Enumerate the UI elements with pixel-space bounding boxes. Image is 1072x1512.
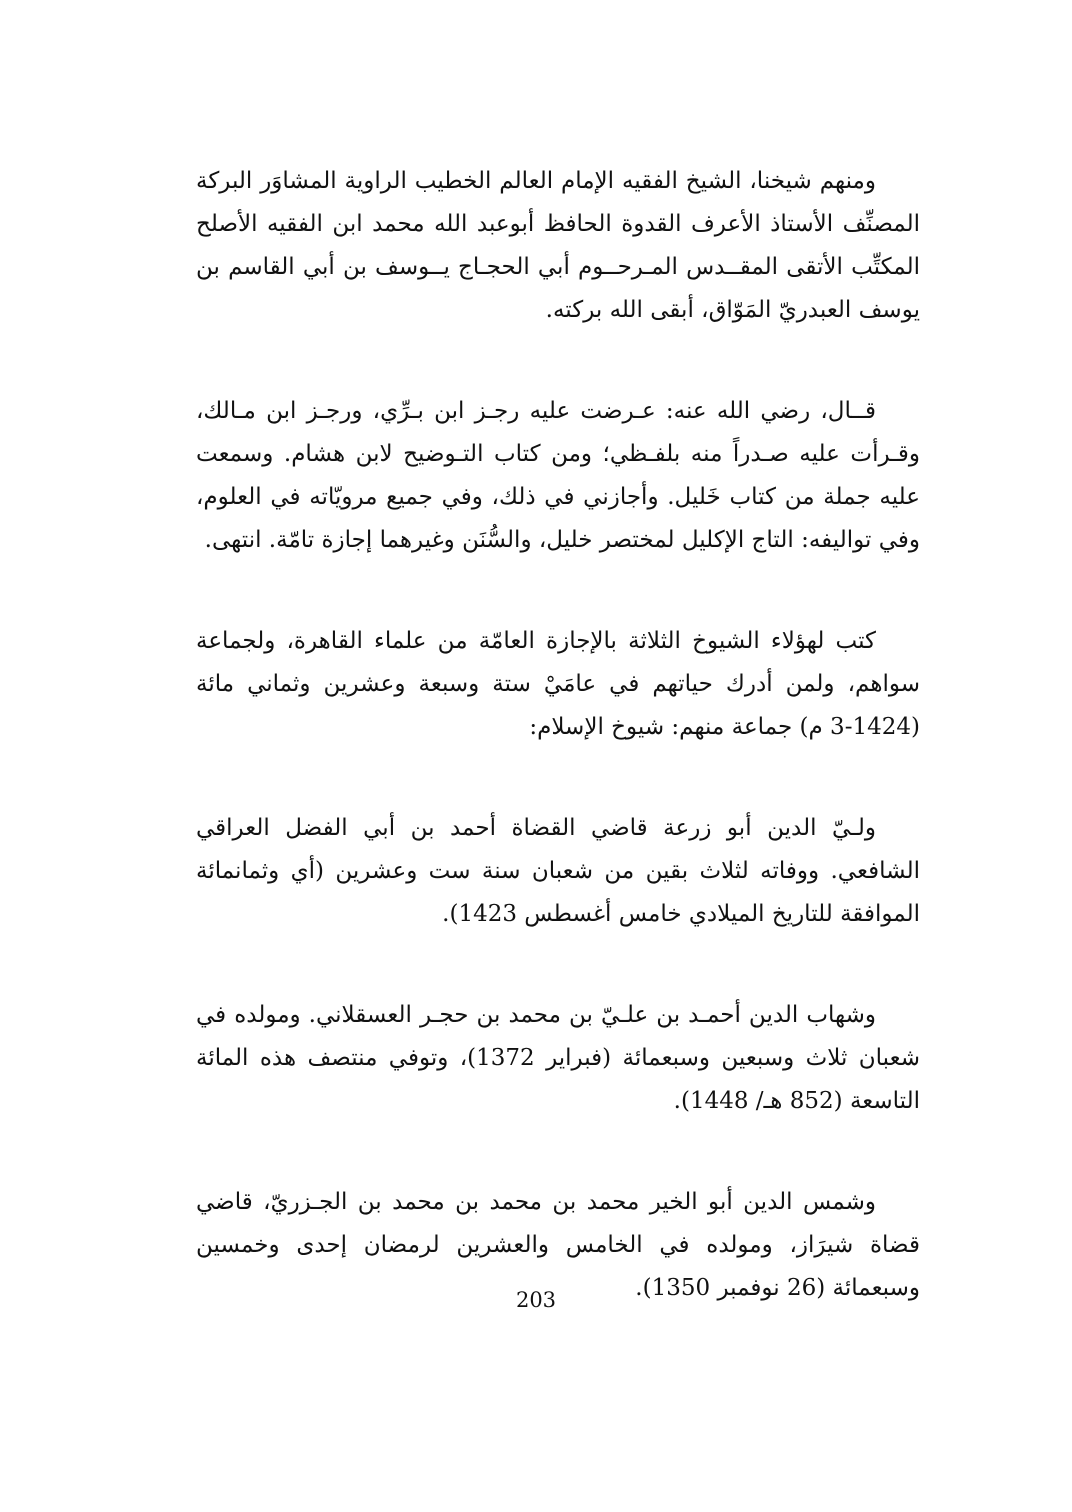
paragraph-2: قــال، رضي الله عنه: عـرضت عليه رجـز ابن بـرِّي، ورجـز ابن مـالك، وقـرأت عليه صـدراً منه بلفـظي؛ ومن كتاب التـوضيح لابن هشام. وسمعت عليه جملة من كتاب خَليل. وأجازني في ذلك، وفي جميع مرويّاته في العلوم، وفي تواليفه: التاج الإكليل لمختصر خليل، والسُّنَن وغيرهما إجازة تامّة. انتهى.	[196, 398, 920, 553]
paragraph-4: ولـيّ الدين أبو زرعة قاضي القضاة أحمد بن أبي الفضل العراقي الشافعي. ووفاته لثلاث بقين من شعبان سنة ست وعشرين (أي وثمانمائة الموافقة للتاريخ الميلادي خامس أغسطس 1423).	[196, 815, 920, 927]
body-text	[196, 160, 920, 1310]
paragraph-3: كتب لهؤلاء الشيوخ الثلاثة بالإجازة العامّة من علماء القاهرة، ولجماعة سواهم، ولمن أدرك حياتهم في عامَيْ ستة وسبعة وعشرين وثماني مائة (1424-3 م) جماعة منهم: شيوخ الإسلام:	[196, 628, 920, 740]
paragraph-5: وشهاب الدين أحمـد بن علـيّ بن محمد بن حجـر العسقلاني. ومولده في شعبان ثلاث وسبعين وسبعمائة (فبراير 1372)، وتوفي منتصف هذه المائة التاسعة (852 هـ/ 1448).	[196, 1002, 920, 1114]
paragraph-1: ومنهم شيخنا، الشيخ الفقيه الإمام العالم الخطيب الراوية المشاوَر البركة المصنِّف الأستاذ الأعرف القدوة الحافظ أبوعبد الله محمد ابن الفقيه الأصلح المكتِّب الأتقى المقــدس المـرحــوم أبي الحجـاج يــوسف بن أبي القاسم بن يوسف العبدريّ المَوّاق، أبقى الله بركته.	[196, 168, 920, 323]
paragraph-6: وشمس الدين أبو الخير محمد بن محمد بن محمد بن الجـزريّ، قاضي قضاة شيرَاز، ومولده في الخامس والعشرين لرمضان إحدى وخمسين وسبعمائة (26 نوفمبر 1350).	[196, 1189, 920, 1301]
page-number: 203	[515, 1288, 557, 1312]
